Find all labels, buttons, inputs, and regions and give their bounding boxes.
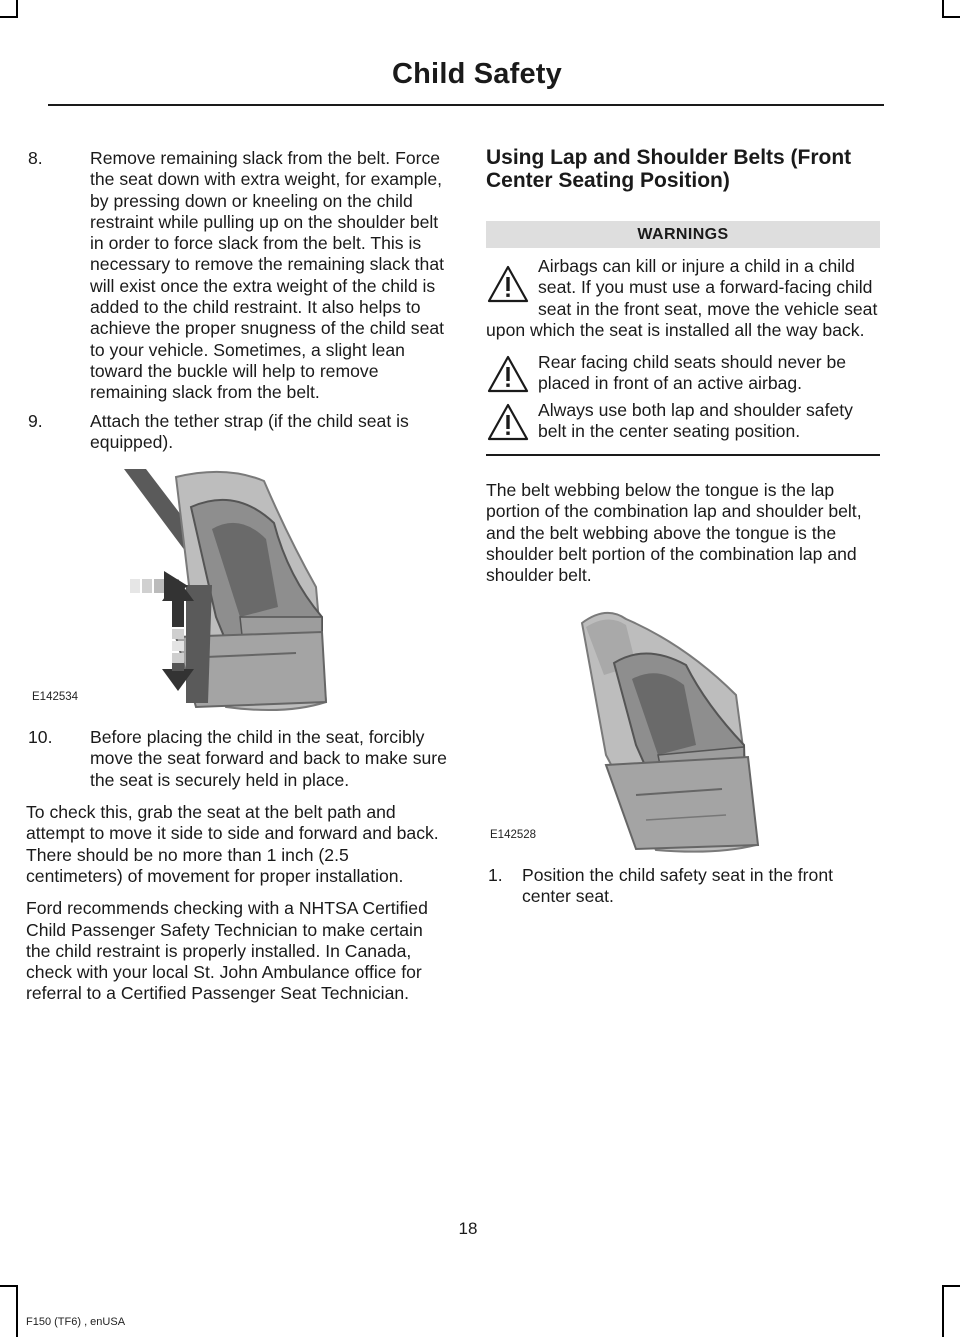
figure-center-seat — [486, 605, 880, 855]
crop-mark — [942, 1285, 960, 1287]
warning-triangle-icon — [486, 264, 530, 304]
child-seat-tether-illustration — [26, 467, 448, 717]
step-number: 9. — [28, 410, 43, 431]
page-number: 18 — [458, 1219, 478, 1238]
step-text: Attach the tether strap (if the child seat is equipped). — [90, 410, 409, 452]
warning-triangle-icon — [486, 354, 530, 394]
crop-mark — [942, 16, 960, 18]
warning-1 — [486, 256, 880, 341]
warning-2 — [486, 352, 880, 396]
step-1 — [486, 865, 880, 908]
warning-triangle-icon — [486, 402, 530, 442]
step-9 — [26, 411, 448, 454]
step-number: 8. — [28, 148, 43, 168]
header-rule — [48, 104, 884, 106]
warning-3 — [486, 400, 880, 444]
warnings-header: WARNINGS — [486, 221, 880, 248]
step-text: Position the child safety seat in the front center seat. — [522, 864, 834, 906]
step-number: 10. — [28, 727, 53, 748]
paragraph-check: To check this, grab the seat at the belt path and attempt to move it side to side and forward and back. There should be no more than 1 inch (2.5 centimeters) of movement for proper installation. — [26, 802, 439, 886]
right-column — [486, 146, 880, 907]
warning-text: Rear facing child seats should never be placed in front of an active airbag. — [538, 352, 847, 394]
page-title: Child Safety — [392, 58, 562, 90]
figure-tether-strap — [26, 467, 448, 717]
step-10 — [26, 727, 448, 791]
paragraph-ford-recommends: Ford recommends checking with a NHTSA Certified Child Passenger Safety Technician to make certain the child restraint is properly installed. In Canada, check with your local St. John Ambulance office for referral to a Certified Passenger Seat Technician. — [26, 898, 428, 1004]
figure-code: E142528 — [490, 828, 537, 841]
warnings-rule — [486, 454, 880, 456]
footer-text: F150 (TF6) , enUSA — [26, 1316, 126, 1328]
crop-mark — [0, 16, 18, 18]
child-seat-center-illustration — [486, 605, 880, 855]
left-column — [26, 148, 448, 1005]
step-number: 1. — [488, 864, 503, 885]
step-text: Remove remaining slack from the belt. Force the seat down with extra weight, for example, by pressing down or kneeling on the child restraint while pulling up on the shoulder belt in order to force slack from the belt. This is necessary to remove the remaining slack that will exist once the extra weight of the child is added to the child restraint. It also helps to achieve the proper snugness of the child seat to your vehicle. Sometimes, a slight lean toward the buckle will help to remove remaining slack from the belt. — [90, 148, 445, 403]
crop-mark — [942, 1285, 944, 1337]
warning-text: Airbags can kill or injure a child in a child seat. If you must use a forward-facing child seat in the front seat, move the vehicle seat upon which the seat is installed all the way back. — [486, 256, 878, 340]
step-8 — [26, 148, 448, 404]
crop-mark — [16, 1285, 18, 1337]
warning-text: Always use both lap and shoulder safety belt in the center seating position. — [538, 400, 853, 442]
section-heading: Using Lap and Shoulder Belts (Front Center Seating Position) — [486, 146, 852, 192]
figure-code: E142534 — [32, 691, 79, 704]
step-text: Before placing the child in the seat, forcibly move the seat forward and back to make sure the seat is securely held in place. — [90, 727, 447, 790]
crop-mark — [0, 1285, 18, 1287]
paragraph-belt-webbing: The belt webbing below the tongue is the lap portion of the combination lap and shoulder belt, and the belt webbing above the tongue is the shoulder belt portion of the combination lap and shoulder belt. — [486, 480, 862, 586]
